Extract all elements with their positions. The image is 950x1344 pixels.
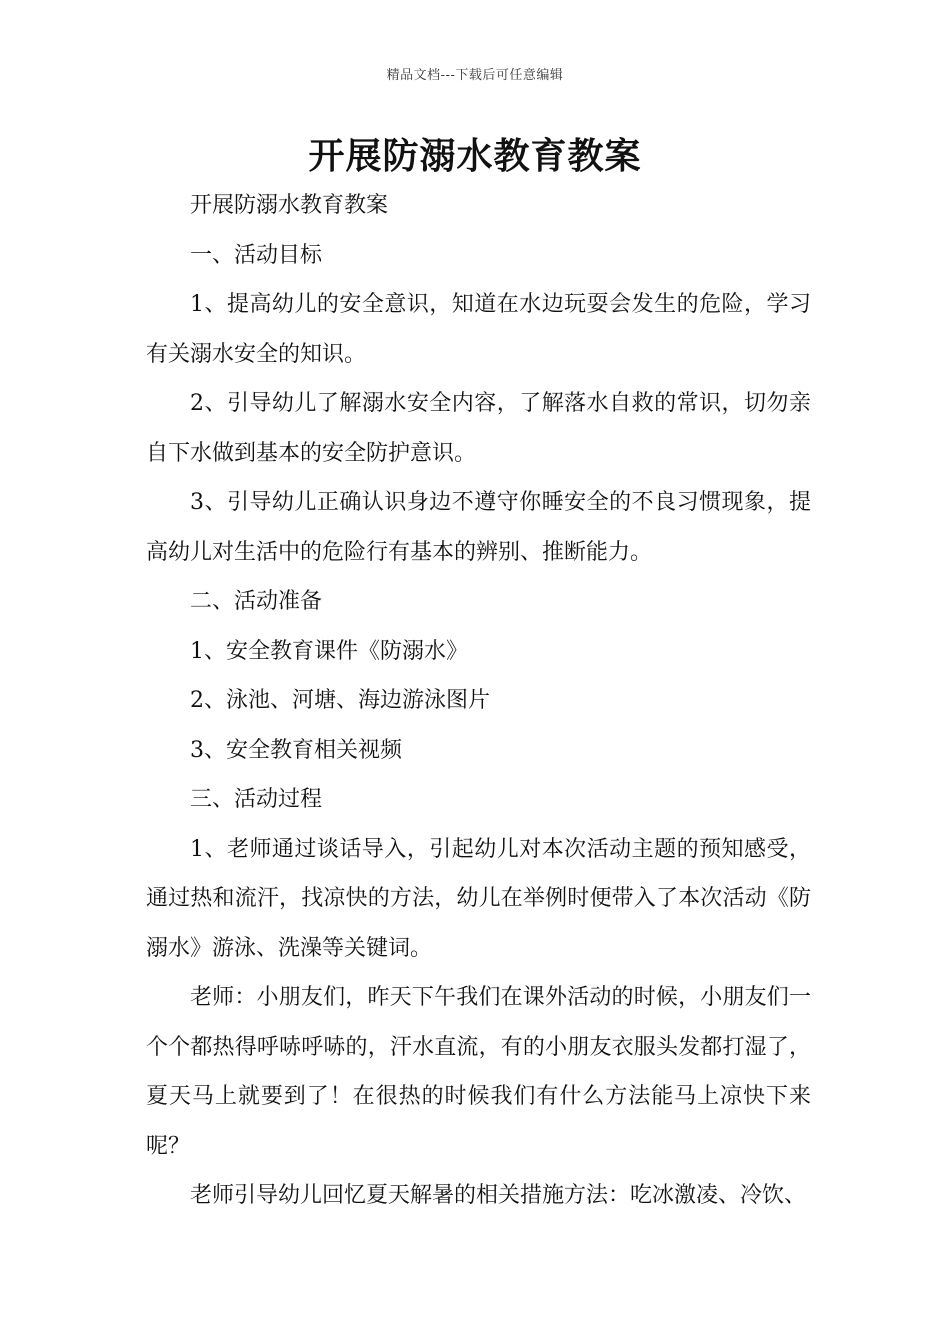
document-title: 开展防溺水教育教案 bbox=[308, 136, 642, 177]
paragraph: 老师引导幼儿回忆夏天解暑的相关措施方法：吃冰激凌、冷饮、 bbox=[190, 1183, 807, 1208]
section-heading: 二、活动准备 bbox=[190, 589, 323, 614]
document-body bbox=[146, 181, 811, 1221]
section-heading: 一、活动目标 bbox=[190, 242, 323, 268]
page-header-note: 精品文档---下载后可任意编辑 bbox=[386, 68, 564, 83]
paragraph: 3、安全教育相关视频 bbox=[190, 737, 402, 763]
paragraph: 老师：小朋友们，昨天下午我们在课外活动的时候，小朋友们一个个都热得呼哧呼哧的，汗水直流，有的小朋友衣服头发都打湿了，夏天马上就要到了！在很热的时候我们有什么方法能马上凉快下来呢？ bbox=[146, 985, 811, 1159]
paragraph: 1、老师通过谈话导入，引起幼儿对本次活动主题的预知感受，通过热和流汗，找凉快的方法，幼儿在举例时便带入了本次活动《防溺水》游泳、洗澡等关键词。 bbox=[146, 836, 811, 961]
section-heading: 三、活动过程 bbox=[190, 787, 323, 812]
paragraph: 2、泳池、河塘、海边游泳图片 bbox=[190, 688, 490, 713]
paragraph: 开展防溺水教育教案 bbox=[190, 193, 389, 218]
paragraph: 1、提高幼儿的安全意识，知道在水边玩耍会发生的危险，学习有关溺水安全的知识。 bbox=[146, 292, 811, 367]
paragraph: 1、安全教育课件《防溺水》 bbox=[190, 638, 468, 664]
paragraph: 2、引导幼儿了解溺水安全内容，了解落水自救的常识，切勿亲自下水做到基本的安全防护意识。 bbox=[146, 391, 811, 466]
paragraph: 3、引导幼儿正确认识身边不遵守你睡安全的不良习惯现象，提高幼儿对生活中的危险行有基本的辨别、推断能力。 bbox=[146, 490, 811, 565]
